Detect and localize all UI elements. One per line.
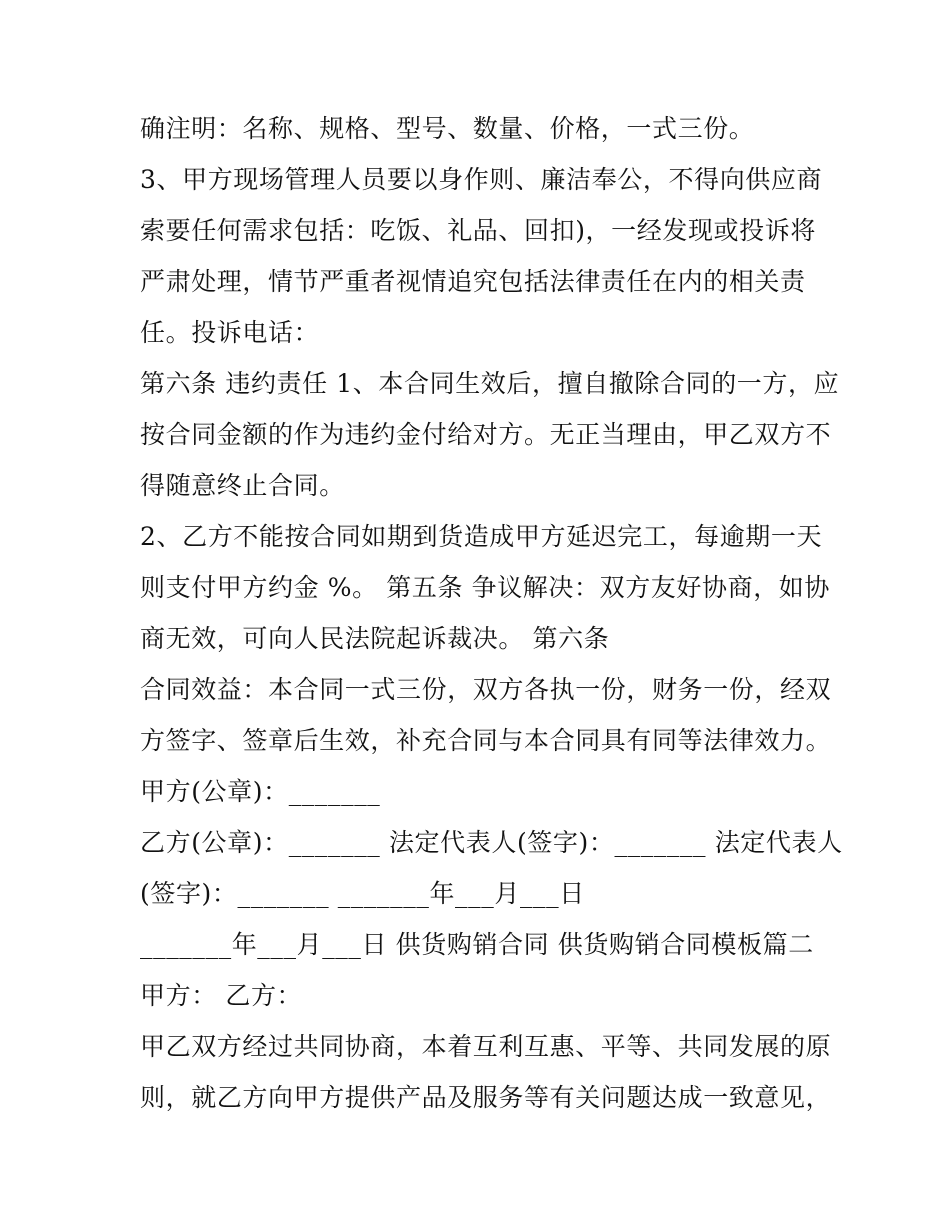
text-line: 甲方： 乙方： xyxy=(140,981,303,1010)
text-line: 得随意终止合同。 xyxy=(140,471,345,500)
text-line: 商无效，可向人民法院起诉裁决。 第六条 xyxy=(140,624,610,653)
text-line: 严肃处理，情节严重者视情追究包括法律责任在内的相关责 xyxy=(140,267,806,296)
text-line: 按合同金额的作为违约金付给对方。无正当理由，甲乙双方不 xyxy=(140,420,832,449)
text-line: (签字)：_______ _______年___月___日 xyxy=(140,879,585,908)
document-body xyxy=(140,110,843,1130)
text-line: 乙方(公章)：_______ 法定代表人(签字)：_______ 法定代表人 xyxy=(140,828,843,857)
text-line: 3、甲方现场管理人员要以身作则、廉洁奉公，不得向供应商 xyxy=(140,165,823,194)
text-line: _______年___月___日 供货购销合同 供货购销合同模板篇二 xyxy=(140,930,814,959)
text-line: 则支付甲方约金 %。 第五条 争议解决：双方友好协商，如协 xyxy=(140,573,830,602)
text-line: 任。投诉电话： xyxy=(140,318,320,347)
text-line: 索要任何需求包括：吃饭、礼品、回扣)，一经发现或投诉将 xyxy=(140,216,816,245)
text-line: 确注明：名称、规格、型号、数量、价格，一式三份。 xyxy=(140,114,755,143)
text-line: 甲方(公章)：_______ xyxy=(140,777,381,806)
text-line: 则，就乙方向甲方提供产品及服务等有关问题达成一致意见， xyxy=(140,1083,832,1112)
text-line: 甲乙双方经过共同协商，本着互利互惠、平等、共同发展的原 xyxy=(140,1032,832,1061)
text-line: 2、乙方不能按合同如期到货造成甲方延迟完工，每逾期一天 xyxy=(140,522,823,551)
text-line: 方签字、签章后生效，补充合同与本合同具有同等法律效力。 xyxy=(140,726,832,755)
text-line: 第六条 违约责任 1、本合同生效后，擅自撤除合同的一方，应 xyxy=(140,369,840,398)
text-line: 合同效益：本合同一式三份，双方各执一份，财务一份，经双 xyxy=(140,675,832,704)
